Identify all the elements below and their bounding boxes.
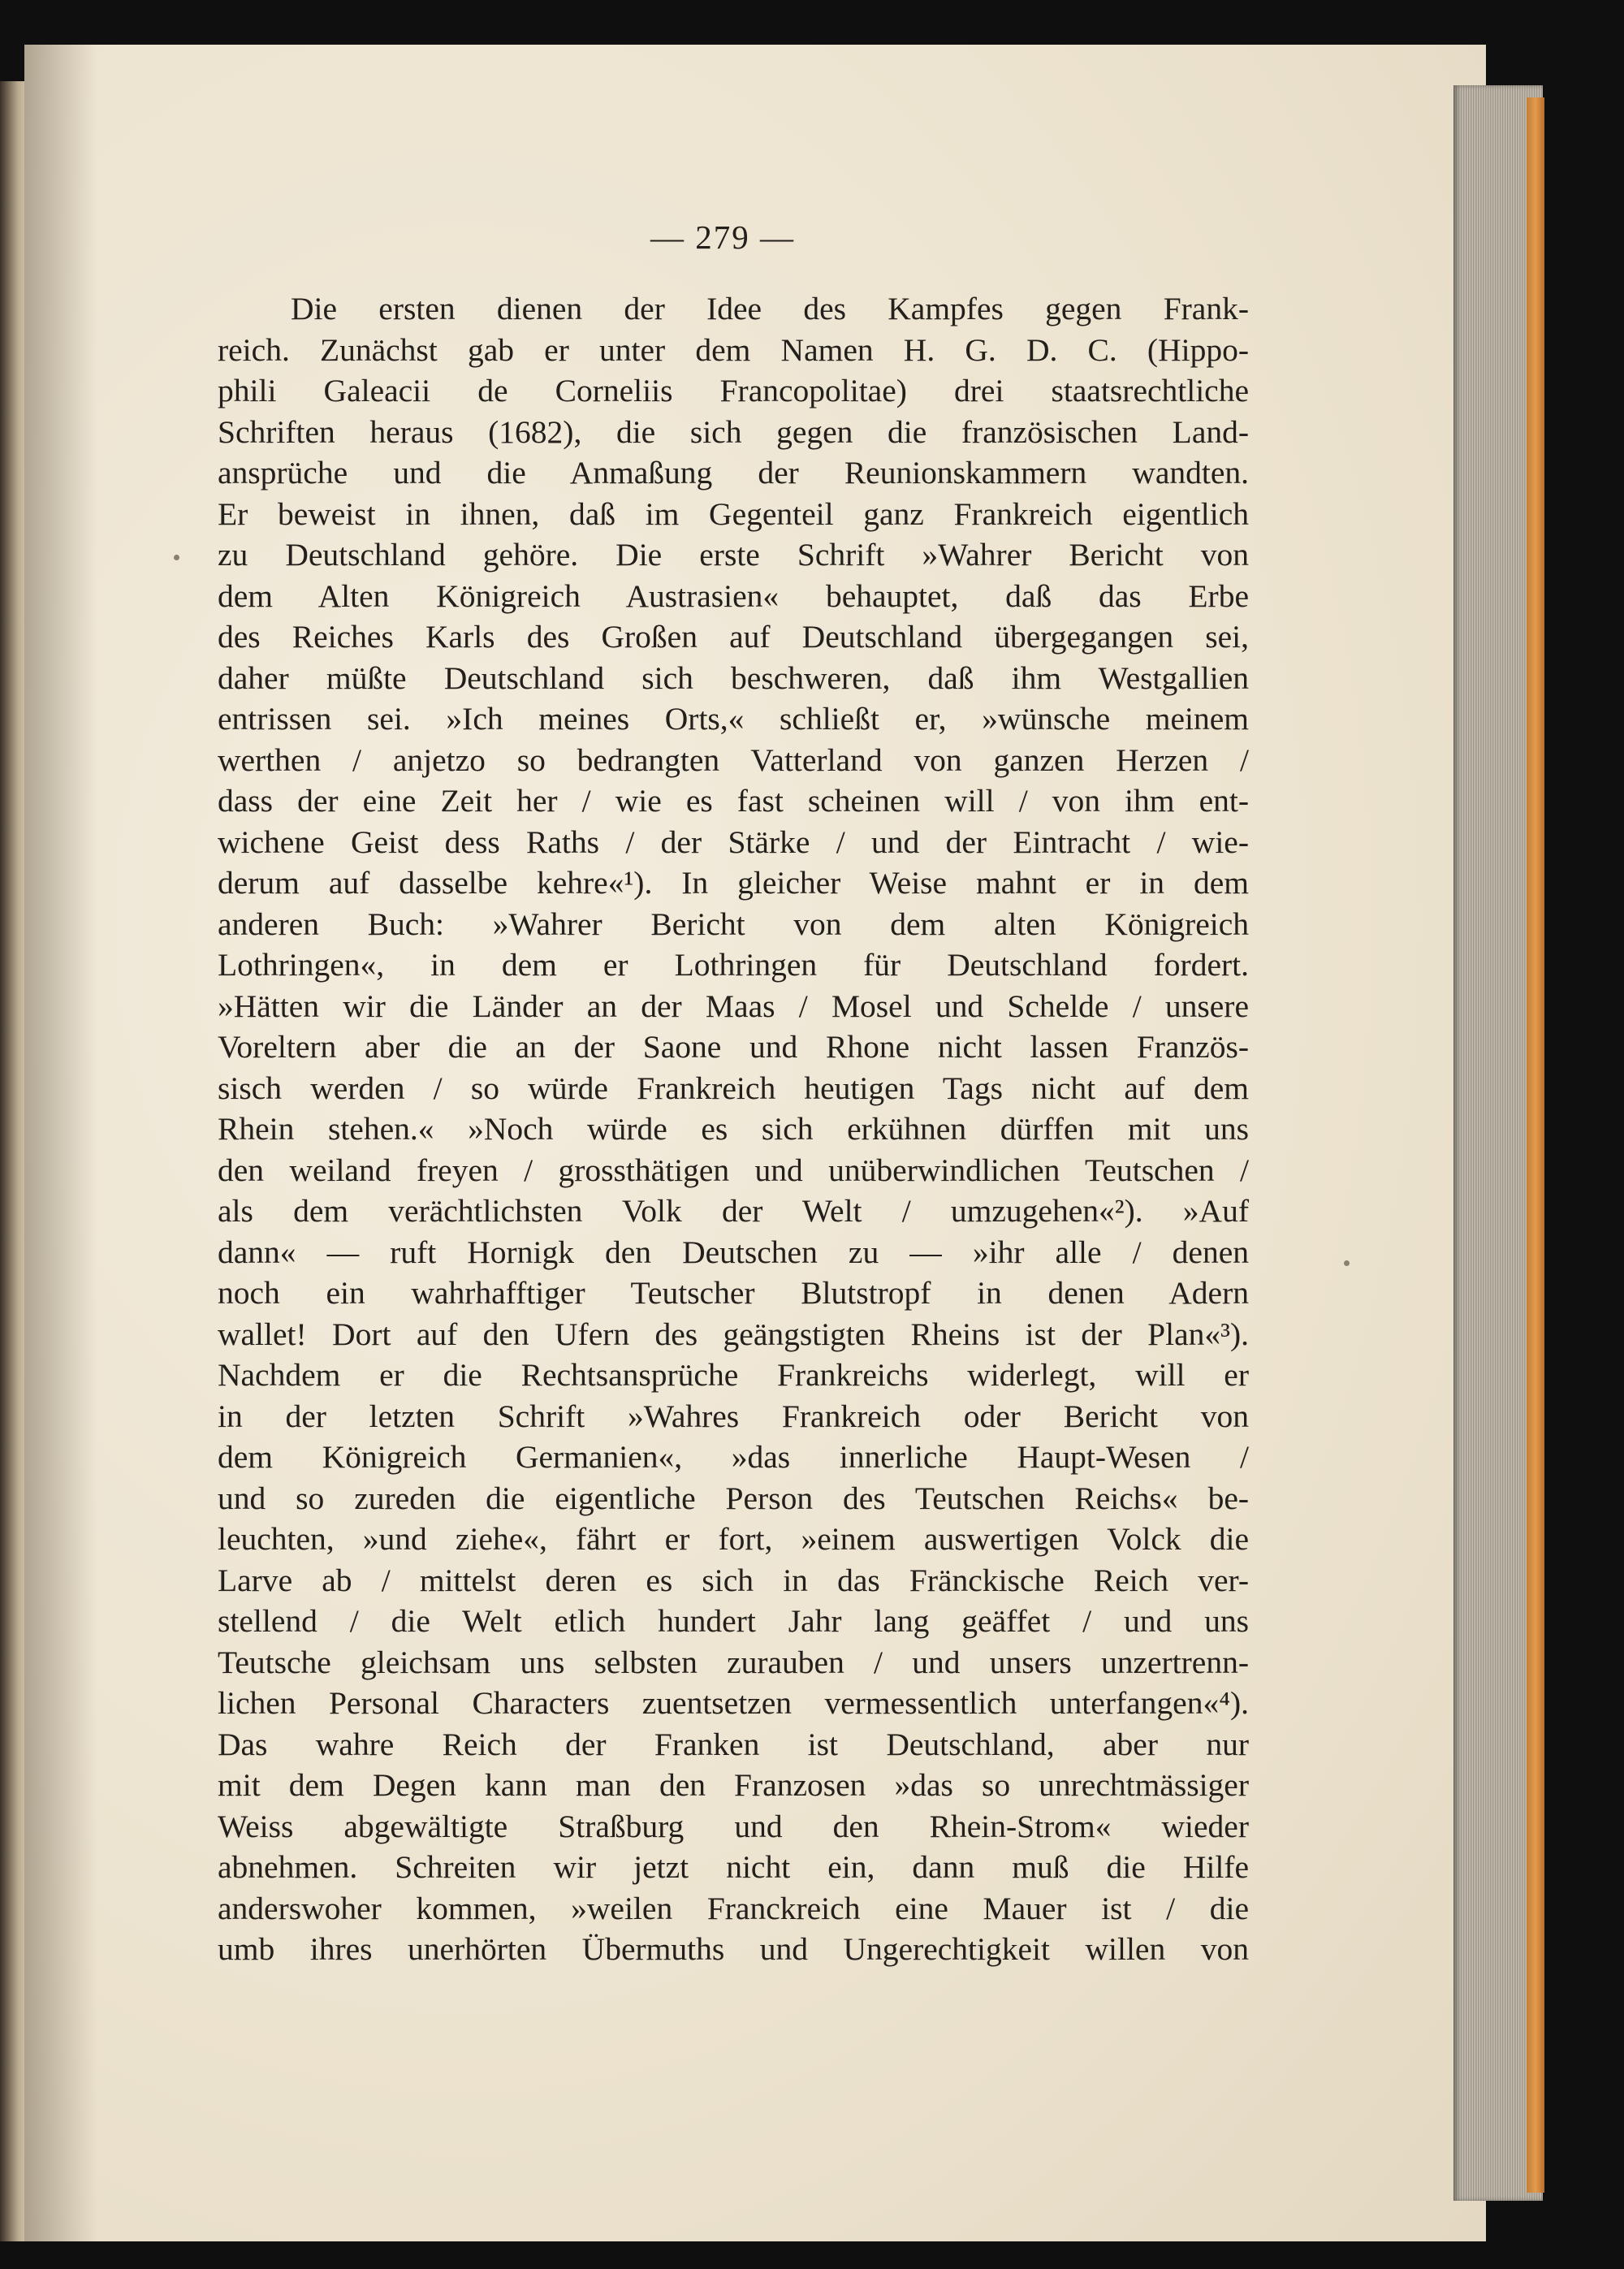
text-line: dann« — ruft Hornigk den Deutschen zu — »ihr alle / denen: [218, 1234, 1249, 1270]
text-line: Teutsche gleichsam uns selbsten zurauben / und unsers unzertrenn-: [218, 1644, 1249, 1680]
text-line: abnehmen. Schreiten wir jetzt nicht ein, dann muß die Hilfe: [218, 1849, 1249, 1885]
text-line: Nachdem er die Rechtsansprüche Frankreichs widerlegt, will er: [218, 1357, 1249, 1393]
text-line: sisch werden / so würde Frankreich heutigen Tags nicht auf dem: [218, 1070, 1249, 1106]
text-line: »Hätten wir die Länder an der Maas / Mosel und Schelde / unsere: [218, 988, 1249, 1024]
text-line: des Reiches Karls des Großen auf Deutschland übergegangen sei,: [218, 619, 1249, 655]
text-line: leuchten, »und ziehe«, fährt er fort, »einem auswertigen Volck die: [218, 1521, 1249, 1557]
text-line: umb ihres unerhörten Übermuths und Ungerechtigkeit willen von: [218, 1931, 1249, 1967]
text-line: derum auf dasselbe kehre«¹). In gleicher Weise mahnt er in dem: [218, 865, 1249, 901]
text-line: als dem verächtlichsten Volk der Welt / umzugehen«²). »Auf: [218, 1193, 1249, 1229]
text-line: stellend / die Welt etlich hundert Jahr lang geäffet / und uns: [218, 1603, 1249, 1639]
text-line: Larve ab / mittelst deren es sich in das Fränckische Reich ver-: [218, 1562, 1249, 1598]
text-line: phili Galeacii de Corneliis Francopolitae) drei staatsrechtliche: [218, 373, 1249, 408]
text-line: Rhein stehen.« »Noch würde es sich erkühnen dürffen mit uns: [218, 1111, 1249, 1147]
body-text: [218, 288, 1249, 1970]
text-line: entrissen sei. »Ich meines Orts,« schließt er, »wünsche meinem: [218, 701, 1249, 737]
text-line: ansprüche und die Anmaßung der Reunionskammern wandten.: [218, 455, 1249, 491]
text-line: anderswoher kommen, »weilen Franckreich eine Mauer ist / die: [218, 1890, 1249, 1926]
text-line: lichen Personal Characters zuentsetzen vermessentlich unterfangen«⁴).: [218, 1685, 1249, 1721]
text-line: den weiland freyen / grossthätigen und unüberwindlichen Teutschen /: [218, 1152, 1249, 1188]
text-line: Er beweist in ihnen, daß im Gegenteil ganz Frankreich eigentlich: [218, 495, 1249, 532]
text-line: in der letzten Schrift »Wahres Frankreich oder Bericht von: [218, 1398, 1249, 1434]
page-number: — 279 —: [650, 218, 795, 256]
text-line: und so zureden die eigentliche Person des Teutschen Reichs« be-: [218, 1480, 1249, 1516]
text-line: mit dem Degen kann man den Franzosen »das so unrechtmässiger: [218, 1767, 1249, 1803]
text-line: Weiss abgewältigte Straßburg und den Rhein-Strom« wieder: [218, 1808, 1249, 1844]
speck: [174, 555, 179, 560]
text-line: noch ein wahrhafftiger Teutscher Blutstropf in denen Adern: [218, 1275, 1249, 1311]
text-line: wichene Geist dess Raths / der Stärke / und der Eintracht / wie-: [218, 823, 1249, 860]
text-line: Das wahre Reich der Franken ist Deutschland, aber nur: [218, 1726, 1249, 1762]
speck: [1344, 1260, 1350, 1266]
text-line: wallet! Dort auf den Ufern des geängstigten Rheins ist der Plan«³).: [218, 1316, 1249, 1352]
text-line: dass der eine Zeit her / wie es fast scheinen will / von ihm ent-: [218, 783, 1249, 819]
text-line: reich. Zunächst gab er unter dem Namen H. G. D. C. (Hippo-: [218, 331, 1249, 368]
text-line: dem Königreich Germanien«, »das innerliche Haupt-Wesen /: [218, 1439, 1249, 1475]
gutter-shadow: [24, 45, 97, 2241]
text-line: Schriften heraus (1682), die sich gegen die französischen Land-: [218, 413, 1249, 450]
text-line: dem Alten Königreich Austrasien« behauptet, daß das Erbe: [218, 577, 1249, 614]
text-line: Lothringen«, in dem er Lothringen für Deutschland fordert.: [218, 947, 1249, 983]
text-line: werthen / anjetzo so bedrangten Vatterland von ganzen Herzen /: [218, 741, 1249, 778]
text-line: daher müßte Deutschland sich beschweren, daß ihm Westgallien: [218, 659, 1249, 696]
text-line: Voreltern aber die an der Saone und Rhone nicht lassen Französ-: [218, 1029, 1249, 1065]
text-line: anderen Buch: »Wahrer Bericht von dem alten Königreich: [218, 905, 1249, 942]
text-line: Die ersten dienen der Idee des Kampfes gegen Frank-: [291, 291, 1249, 326]
cover-edge: [1527, 97, 1544, 2193]
text-line: zu Deutschland gehöre. Die erste Schrift »Wahrer Bericht von: [218, 537, 1249, 573]
